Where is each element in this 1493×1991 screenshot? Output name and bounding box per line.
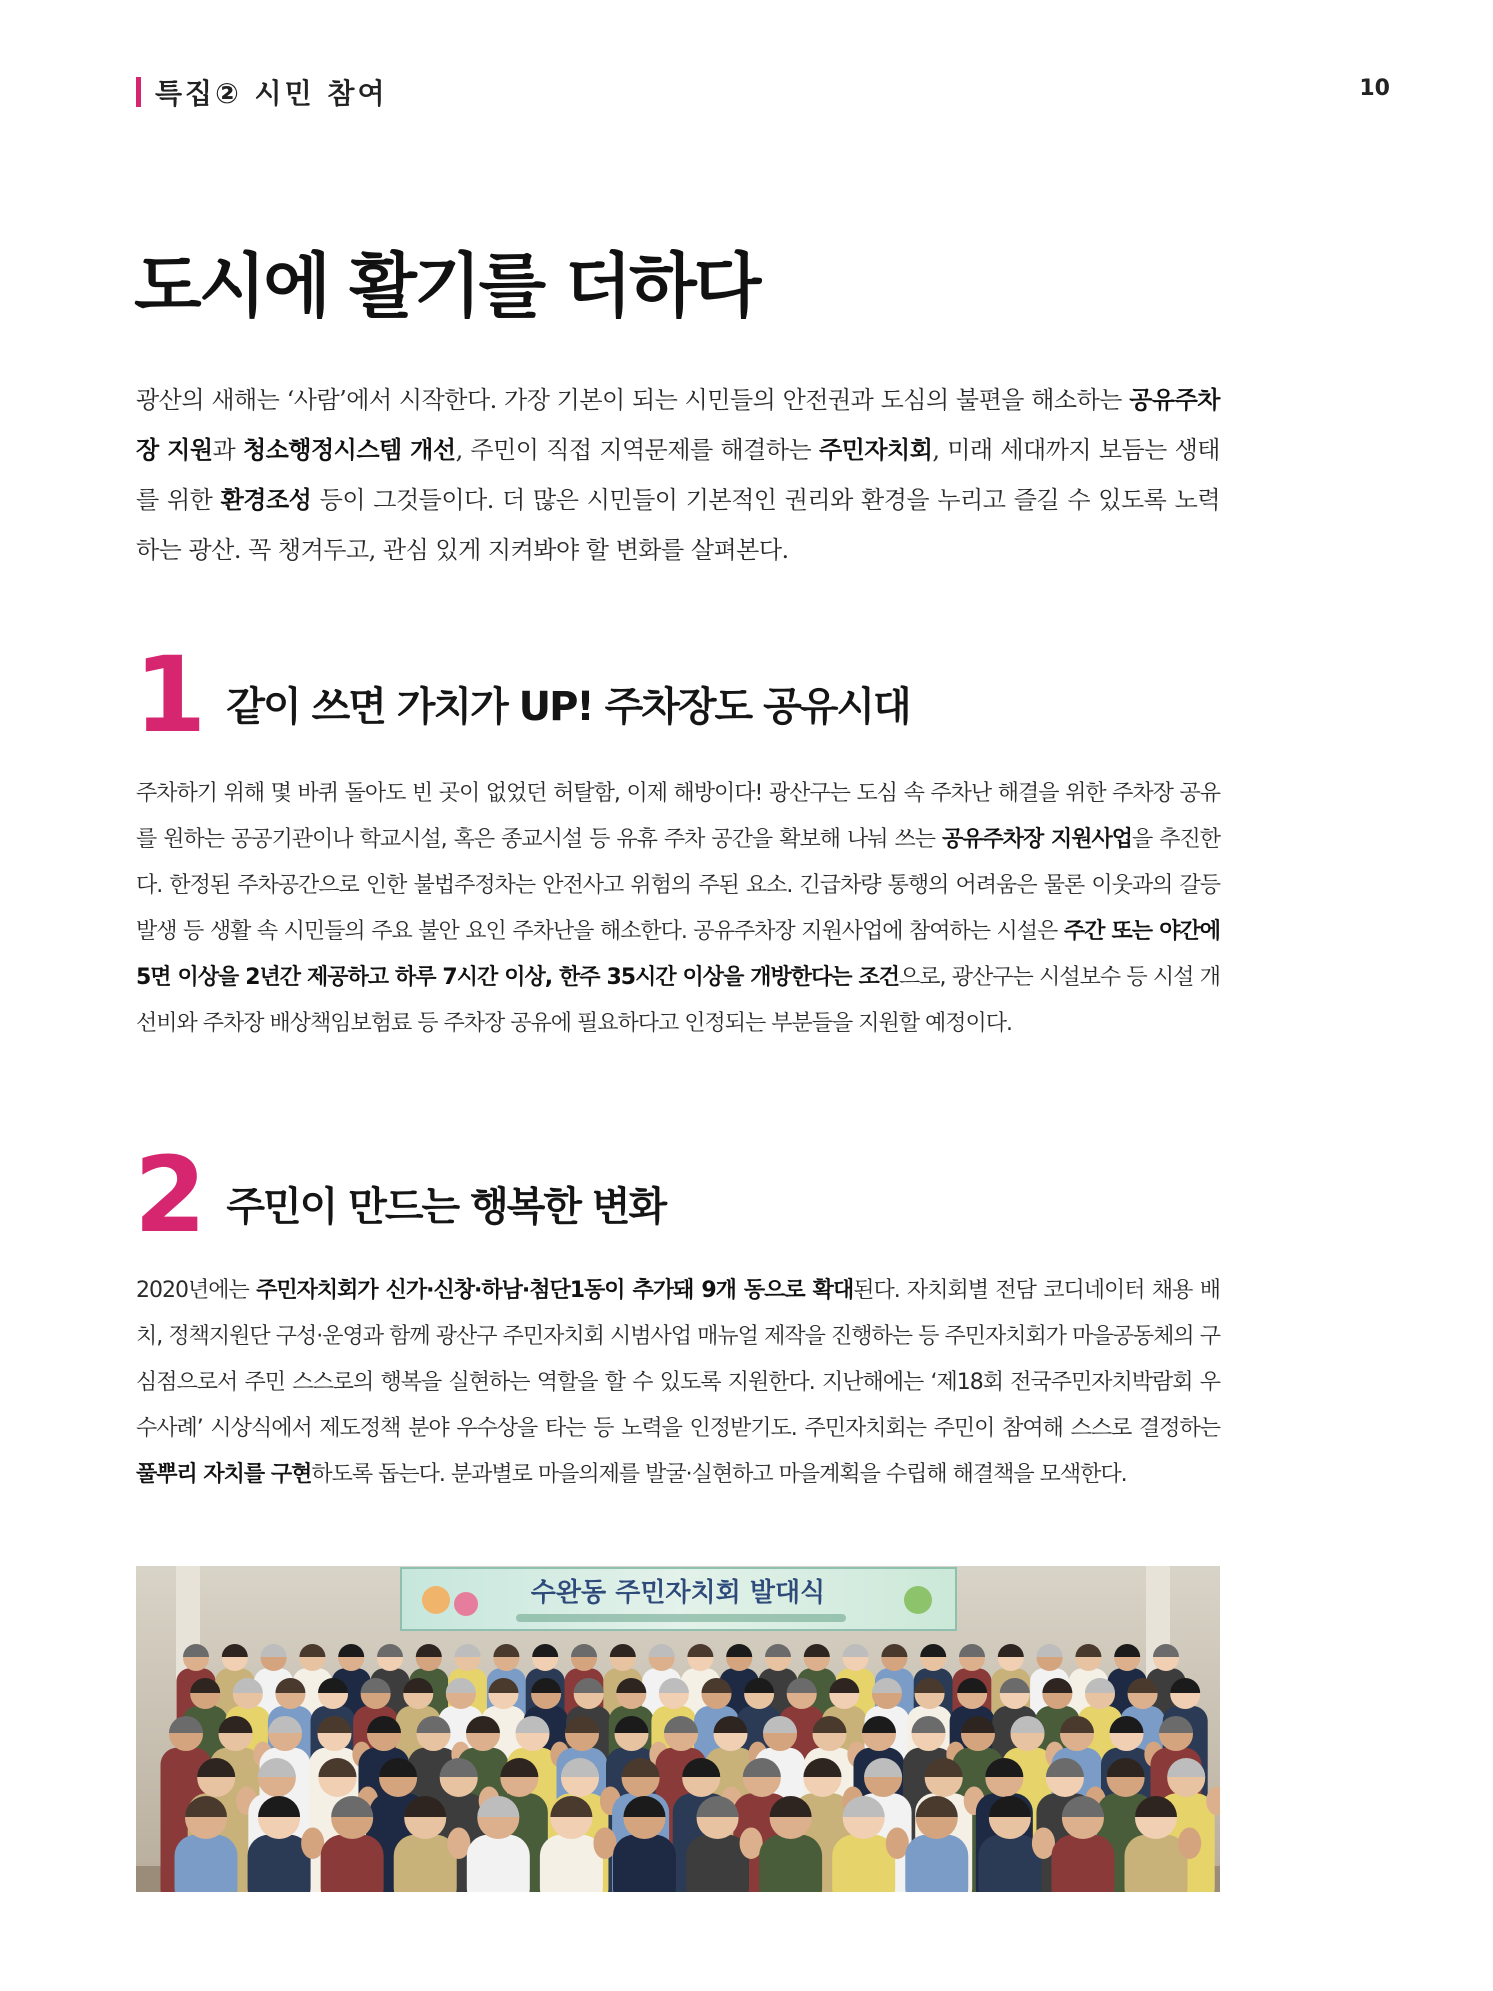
banner-figure [904, 1586, 932, 1614]
section-1-heading [134, 634, 910, 756]
person-body [175, 1835, 238, 1892]
person-body [321, 1835, 384, 1892]
section-1-number: 1 [134, 634, 203, 756]
waving-hand [1178, 1827, 1201, 1859]
body-bold: 풀뿌리 자치를 구현 [136, 1462, 312, 1487]
person-body [467, 1835, 530, 1892]
section-1-title: 같이 쓰면 가치가 UP! 주차장도 공유시대 [226, 684, 910, 730]
section-1-body [136, 771, 1220, 1047]
intro-text: , 미래 세대까지 보듬는 생태를 위한 [136, 436, 1220, 514]
section-header [136, 72, 388, 112]
section-2-number: 2 [134, 1134, 203, 1256]
person-body [905, 1835, 968, 1892]
person-body [1125, 1835, 1188, 1892]
banner-title: 수완동 주민자치회 발대식 [530, 1578, 826, 1608]
person-body [1051, 1835, 1114, 1892]
body-bold: 주민자치회가 신가·신창·하남·첨단1동이 추가돼 9개 동으로 확대 [256, 1278, 854, 1303]
body-text: 된다. 자치회별 전담 코디네이터 채용 배치, 정책지원단 구성·운영과 함께 광산구 주민자치회 시범사업 매뉴얼 제작을 진행하는 등 주민자치회가 마을공동체의 구심점으로서 주민 스스로의 행복을 실현하는 역할을 할 수 있도록 지원한다. 지난해에는 ‘제18회 전국주민자치박람회 우수사례’ 시상식에서 제도정책 분야 우수상을 타는 등 노력을 인정받기도. 주민자치회는 주민이 참여해 스스로 결정하는 [136, 1278, 1220, 1441]
person-body [540, 1835, 603, 1892]
person-body [394, 1835, 457, 1892]
intro-text: 과 [212, 436, 243, 464]
person-body [248, 1835, 311, 1892]
body-text: 2020년에는 [136, 1278, 257, 1303]
body-text: 으로, 광산구는 시설보수 등 시설 개선비와 주차장 배상책임보험료 등 주차장 공유에 필요하다고 인정되는 부분들을 지원할 예정이다. [136, 965, 1220, 1036]
intro-paragraph [136, 375, 1220, 575]
header-accent-bar [136, 77, 141, 107]
people-crowd [161, 1644, 1221, 1892]
body-bold: 주간 또는 야간에 5면 이상을 2년간 제공하고 하루 7시간 이상, 한주 35시간 이상을 개방한다는 조건 [136, 919, 1220, 990]
intro-bold: 주민자치회 [818, 435, 933, 464]
intro-text: 등이 그것들이다. 더 많은 시민들이 기본적인 권리와 환경을 누리고 즐길 수 있도록 노력하는 광산. 꼭 챙겨두고, 관심 있게 지켜봐야 할 변화를 살펴본다. [136, 486, 1220, 564]
intro-bold: 환경조성 [220, 485, 312, 514]
page-number: 10 [1359, 76, 1390, 101]
section-2-title: 주민이 만드는 행복한 변화 [226, 1184, 666, 1230]
body-text: 하도록 돕는다. 분과별로 마을의제를 발굴·실현하고 마을계획을 수립해 해결책을 모색한다. [311, 1462, 1127, 1487]
person-body [613, 1835, 676, 1892]
page-title: 도시에 활기를 더하다 [134, 245, 759, 327]
body-text: 주차하기 위해 몇 바퀴 돌아도 빈 곳이 없었던 허탈함, 이제 해방이다! 광산구는 도심 속 주차난 해결을 위한 주차장 공유를 원하는 공공기관이나 학교시설, 혹은 종교시설 등 유휴 주차 공간을 확보해 나눠 쓰는 [136, 781, 1220, 852]
section-2-heading [134, 1134, 666, 1256]
body-bold: 공유주차장 지원사업 [942, 827, 1132, 852]
section-label: 특집② 시민 참여 [155, 77, 388, 110]
intro-bold: 청소행정시스템 개선 [242, 435, 456, 464]
intro-text: 광산의 새해는 ‘사람’에서 시작한다. 가장 기본이 되는 시민들의 안전권과 도심의 불편을 해소하는 [136, 386, 1130, 414]
banner-figure [454, 1592, 478, 1616]
person-body [759, 1835, 822, 1892]
person-body [686, 1835, 749, 1892]
group-photo [136, 1566, 1220, 1892]
banner-figure [422, 1586, 450, 1614]
banner-subline [516, 1614, 846, 1622]
intro-text: , 주민이 직접 지역문제를 해결하는 [455, 436, 819, 464]
person-body [978, 1835, 1041, 1892]
intro-bold: 공유주차장 지원 [136, 385, 1220, 464]
person-body [832, 1835, 895, 1892]
section-2-body [136, 1268, 1220, 1498]
group-photo-illustration [136, 1566, 1220, 1892]
body-text: 을 추진한다. 한정된 주차공간으로 인한 불법주정차는 안전사고 위험의 주된 요소. 긴급차량 통행의 어려움은 물론 이웃과의 갈등 발생 등 생활 속 시민들의 주요 불안 요인 주차난을 해소한다. 공유주차장 지원사업에 참여하는 시설은 [136, 827, 1220, 944]
